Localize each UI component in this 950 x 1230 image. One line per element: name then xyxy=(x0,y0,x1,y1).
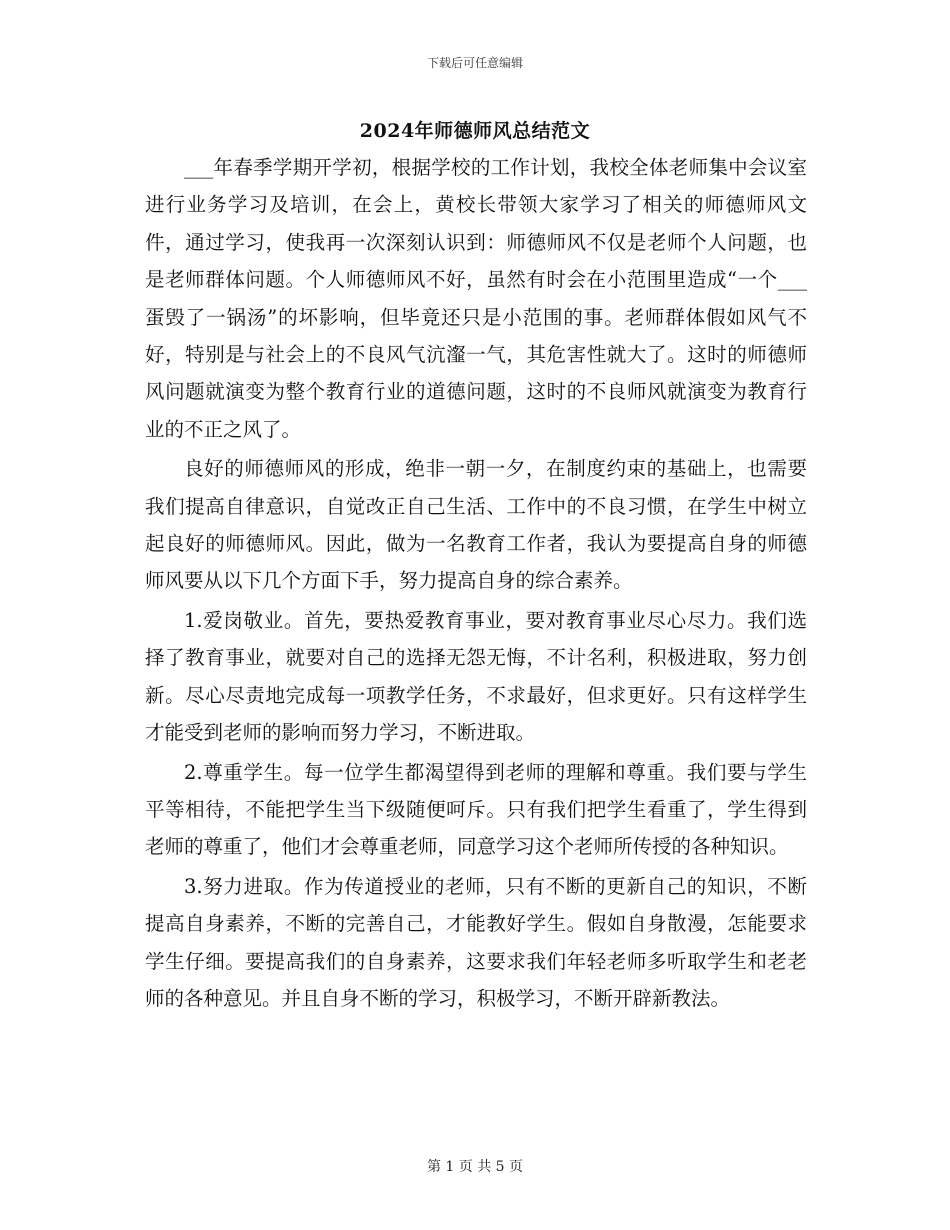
paragraph-point-1: 1.爱岗敬业。首先，要热爱教育事业，要对教育事业尽心尽力。我们选择了教育事业，就要对自己的选择无怨无悔，不计名利，积极进取，努力创新。尽心尽责地完成每一项教学任务，不求最好，但求更好。只有这样学生才能受到老师的影响而努力学习，不断进取。 xyxy=(145,608,807,745)
paragraph-intro: ___年春季学期开学初，根据学校的工作计划，我校全体老师集中会议室进行业务学习及培训，在会上，黄校长带领大家学习了相关的师德师风文件，通过学习，使我再一次深刻认识到：师德师风不仅是老师个人问题，也是老师群体问题。个人师德师风不好，虽然有时会在小范围里造成“一个___蛋毁了一锅汤”的坏影响，但毕竟还只是小范围的事。老师群体假如风气不好，特别是与社会上的不良风气沆瀣一气，其危害性就大了。这时的师德师风问题就演变为整个教育行业的道德问题，这时的不良师风就演变为教育行业的不正之风了。 xyxy=(145,156,807,441)
paragraph-point-2: 2.尊重学生。每一位学生都渴望得到老师的理解和尊重。我们要与学生平等相待，不能把学生当下级随便呵斥。只有我们把学生看重了，学生得到老师的尊重了，他们才会尊重老师，同意学习这个老师所传授的各种知识。 xyxy=(145,760,807,859)
page-number: 第 1 页 共 5 页 xyxy=(426,1159,524,1175)
paragraph-formation: 良好的师德师风的形成，绝非一朝一夕，在制度约束的基础上，也需要我们提高自律意识，自觉改正自己生活、工作中的不良习惯，在学生中树立起良好的师德师风。因此，做为一名教育工作者，我认为要提高自身的师德师风要从以下几个方面下手，努力提高自身的综合素养。 xyxy=(145,457,807,593)
download-note: 下载后可任意编辑 xyxy=(426,56,523,70)
document-title: 2024年师德师风总结范文 xyxy=(359,120,591,142)
document-body xyxy=(145,149,807,1019)
paragraph-point-3: 3.努力进取。作为传道授业的老师，只有不断的更新自己的知识，不断提高自身素养，不断的完善自己，才能教好学生。假如自身散漫，怎能要求学生仔细。要提高我们的自身素养，这要求我们年轻老师多听取学生和老老师的各种意见。并且自身不断的学习，积极学习，不断开辟新教法。 xyxy=(145,874,807,1010)
